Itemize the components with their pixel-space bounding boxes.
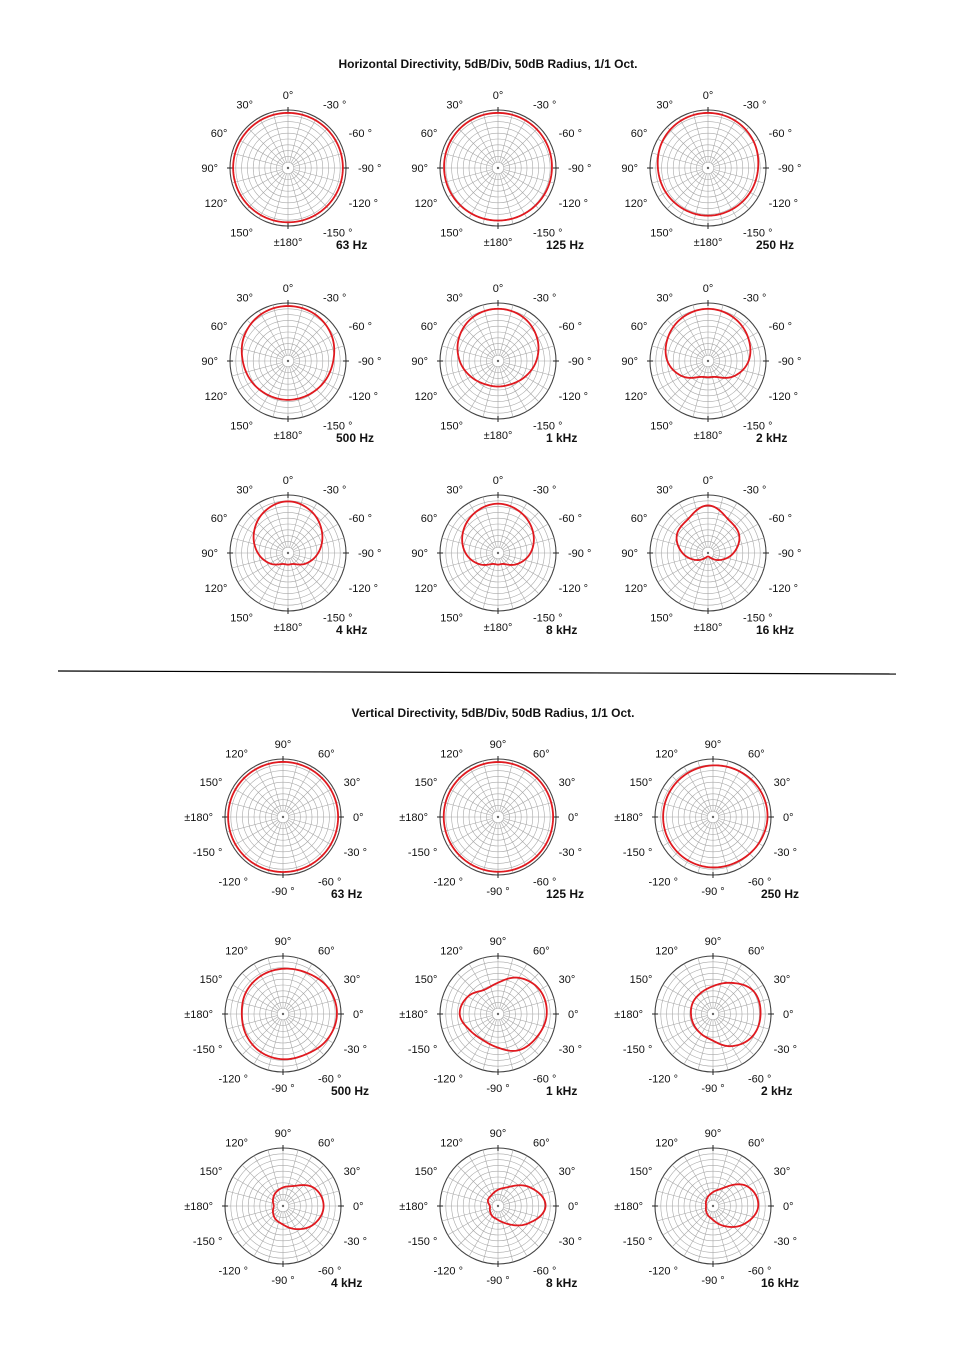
angle-tick-label: 90° (274, 1128, 292, 1140)
angle-tick-label: 0° (568, 1201, 579, 1213)
angle-tick-label: -120 ° (218, 1265, 248, 1278)
frequency-label: 8 kHz (546, 623, 578, 637)
angle-tick-label: 60° (533, 945, 550, 958)
angle-tick-label: ±180° (184, 1009, 213, 1021)
angle-tick-label: -120 ° (558, 583, 589, 595)
vertical-polar-8-khz (399, 1128, 582, 1290)
angle-tick-label: 60° (748, 748, 765, 761)
angle-tick-label: 60° (630, 128, 648, 140)
center-dot (287, 552, 289, 554)
frequency-label: 16 kHz (761, 1276, 800, 1290)
angle-tick-label: 150° (199, 1166, 223, 1178)
angle-tick-label: 120° (414, 198, 438, 210)
angle-tick-label: -150 ° (533, 420, 563, 433)
angle-tick-label: 120° (624, 198, 648, 210)
angle-tick-label: -120 ° (348, 391, 379, 403)
angle-tick-label: -90 ° (486, 1275, 510, 1287)
angle-tick-label: 150° (230, 227, 253, 240)
angle-tick-label: 150° (629, 974, 653, 986)
angle-tick-label: -30 ° (323, 99, 347, 112)
angle-tick-label: 0° (282, 283, 294, 295)
angle-tick-label: -150 ° (533, 227, 563, 240)
angle-tick-label: 0° (568, 1009, 579, 1021)
angle-tick-label: 30° (558, 974, 576, 986)
angle-tick-label: -150 ° (192, 1044, 223, 1056)
horizontal-polar-4-khz (201, 475, 381, 637)
angle-tick-label: 120° (225, 1137, 248, 1150)
center-dot (707, 360, 709, 362)
polar-plots (184, 90, 801, 1290)
angle-tick-label: 90° (411, 548, 428, 560)
angle-tick-label: 120° (225, 945, 248, 958)
center-dot (712, 1013, 714, 1015)
angle-tick-label: -90 ° (271, 1275, 295, 1287)
angle-tick-label: -150 ° (622, 1044, 653, 1056)
angle-tick-label: -60 ° (558, 513, 582, 525)
angle-tick-label: 150° (199, 974, 223, 986)
horizontal-polar-500-hz (201, 283, 381, 445)
angle-tick-label: ±180° (273, 430, 303, 442)
angle-tick-label: 90° (704, 936, 722, 948)
angle-tick-label: -120 ° (348, 198, 379, 210)
angle-tick-label: -30 ° (743, 484, 767, 497)
angle-tick-label: 30° (343, 1166, 361, 1178)
angle-tick-label: 120° (655, 1137, 678, 1150)
angle-tick-label: -150 ° (323, 420, 353, 433)
angle-tick-label: -60 ° (748, 876, 772, 889)
center-dot (712, 816, 714, 818)
angle-tick-label: -30 ° (323, 292, 347, 305)
angle-tick-label: 120° (204, 391, 228, 403)
angle-tick-label: -90 ° (778, 548, 802, 560)
angle-tick-label: -120 ° (433, 1265, 463, 1278)
angle-tick-label: -30 ° (743, 99, 767, 112)
angle-tick-label: 60° (420, 128, 438, 140)
center-dot (497, 1205, 499, 1207)
center-dot (282, 1205, 284, 1207)
frequency-label: 4 kHz (331, 1276, 363, 1290)
angle-tick-label: -90 ° (778, 163, 802, 175)
horizontal-polar-1-khz (411, 283, 591, 445)
angle-tick-label: 30° (446, 484, 463, 497)
angle-tick-label: -90 ° (486, 886, 510, 898)
angle-tick-label: ±180° (614, 1201, 643, 1213)
angle-tick-label: ±180° (184, 1201, 213, 1213)
angle-tick-label: ±180° (693, 430, 723, 442)
vertical-polar-2-khz (614, 936, 797, 1098)
center-dot (707, 167, 709, 169)
angle-tick-label: 60° (318, 945, 335, 958)
angle-tick-label: -90 ° (701, 886, 725, 898)
angle-tick-label: 30° (236, 99, 253, 112)
angle-tick-label: 30° (343, 974, 361, 986)
angle-tick-label: -60 ° (348, 128, 372, 140)
angle-tick-label: -60 ° (533, 1265, 557, 1278)
frequency-label: 63 Hz (336, 238, 368, 252)
angle-tick-label: 90° (201, 163, 218, 175)
angle-tick-label: -150 ° (622, 1236, 653, 1248)
angle-tick-label: 90° (621, 163, 638, 175)
angle-tick-label: 150° (414, 974, 438, 986)
frequency-label: 8 kHz (546, 1276, 578, 1290)
angle-tick-label: 30° (236, 292, 253, 305)
angle-tick-label: 120° (624, 391, 648, 403)
angle-tick-label: 0° (282, 475, 294, 487)
angle-tick-label: 150° (629, 1166, 653, 1178)
angle-tick-label: -60 ° (768, 128, 792, 140)
angle-tick-label: -120 ° (768, 583, 799, 595)
center-dot (282, 816, 284, 818)
vertical-polar-500-hz (184, 936, 369, 1098)
center-dot (287, 360, 289, 362)
angle-tick-label: -30 ° (533, 99, 557, 112)
angle-tick-label: 120° (204, 198, 228, 210)
angle-tick-label: -60 ° (558, 321, 582, 333)
angle-tick-label: 120° (225, 748, 248, 761)
angle-tick-label: -120 ° (558, 198, 589, 210)
angle-tick-label: 90° (201, 356, 218, 368)
angle-tick-label: 90° (621, 356, 638, 368)
angle-tick-label: -60 ° (558, 128, 582, 140)
angle-tick-label: -90 ° (486, 1083, 510, 1095)
vertical-polar-4-khz (184, 1128, 367, 1290)
frequency-label: 250 Hz (756, 238, 795, 252)
angle-tick-label: 30° (773, 777, 791, 789)
angle-tick-label: 60° (533, 1137, 550, 1150)
angle-tick-label: -150 ° (323, 227, 353, 240)
angle-tick-label: 150° (629, 777, 653, 789)
angle-tick-label: 90° (704, 1128, 722, 1140)
directivity-curve (273, 1185, 324, 1229)
angle-tick-label: -30 ° (343, 1236, 367, 1248)
angle-tick-label: 120° (655, 945, 678, 958)
angle-tick-label: -120 ° (433, 1073, 463, 1086)
angle-tick-label: -30 ° (743, 292, 767, 305)
angle-tick-label: 0° (783, 1009, 794, 1021)
angle-tick-label: -150 ° (407, 1236, 438, 1248)
vertical-directivity-title: Vertical Directivity, 5dB/Div, 50dB Radius, 1/1 Oct. (351, 706, 635, 720)
vertical-polar-125-hz (399, 739, 584, 901)
vertical-polar-250-hz (614, 739, 799, 901)
angle-tick-label: -60 ° (318, 1265, 342, 1278)
horizontal-polar-63-hz (201, 90, 381, 252)
angle-tick-label: 120° (414, 391, 438, 403)
angle-tick-label: -150 ° (192, 1236, 223, 1248)
angle-tick-label: ±180° (614, 1009, 643, 1021)
angle-tick-label: 60° (748, 1137, 765, 1150)
angle-tick-label: -90 ° (271, 886, 295, 898)
angle-tick-label: ±180° (693, 237, 723, 249)
frequency-label: 125 Hz (546, 887, 585, 901)
angle-tick-label: -60 ° (768, 513, 792, 525)
angle-tick-label: -90 ° (701, 1275, 725, 1287)
horizontal-polar-2-khz (621, 283, 801, 445)
center-dot (497, 360, 499, 362)
angle-tick-label: 0° (702, 283, 714, 295)
angle-tick-label: 0° (568, 812, 579, 824)
angle-tick-label: -120 ° (648, 1265, 678, 1278)
angle-tick-label: 150° (440, 420, 463, 433)
center-dot (497, 552, 499, 554)
angle-tick-label: 90° (489, 1128, 507, 1140)
angle-tick-label: -30 ° (533, 484, 557, 497)
horizontal-polar-16-khz (621, 475, 801, 637)
angle-tick-label: 30° (773, 974, 791, 986)
angle-tick-label: 150° (650, 612, 673, 625)
angle-tick-label: 0° (353, 1201, 364, 1213)
angle-tick-label: -150 ° (622, 847, 653, 859)
angle-tick-label: 90° (411, 163, 428, 175)
angle-tick-label: 60° (210, 321, 228, 333)
angle-tick-label: 0° (282, 90, 294, 102)
angle-tick-label: -150 ° (743, 420, 773, 433)
frequency-label: 63 Hz (331, 887, 363, 901)
frequency-label: 500 Hz (336, 431, 375, 445)
angle-tick-label: 120° (440, 945, 463, 958)
angle-tick-label: -120 ° (648, 876, 678, 889)
angle-tick-label: -120 ° (768, 391, 799, 403)
angle-tick-label: 90° (489, 936, 507, 948)
angle-tick-label: ±180° (483, 237, 513, 249)
angle-tick-label: 30° (656, 484, 673, 497)
angle-tick-label: -120 ° (558, 391, 589, 403)
angle-tick-label: 30° (656, 292, 673, 305)
angle-tick-label: 60° (630, 513, 648, 525)
horizontal-polar-250-hz (621, 90, 801, 252)
angle-tick-label: 60° (748, 945, 765, 958)
angle-tick-label: 30° (446, 292, 463, 305)
center-dot (282, 1013, 284, 1015)
horizontal-directivity-title: Horizontal Directivity, 5dB/Div, 50dB Radius, 1/1 Oct. (338, 57, 638, 71)
angle-tick-label: -60 ° (348, 321, 372, 333)
angle-tick-label: -150 ° (192, 847, 223, 859)
angle-tick-label: -90 ° (568, 163, 592, 175)
angle-tick-label: 0° (783, 812, 794, 824)
center-dot (497, 167, 499, 169)
angle-tick-label: 60° (210, 513, 228, 525)
angle-tick-label: -120 ° (218, 876, 248, 889)
angle-tick-label: -60 ° (318, 1073, 342, 1086)
center-dot (712, 1205, 714, 1207)
center-dot (497, 816, 499, 818)
angle-tick-label: 0° (492, 283, 504, 295)
angle-tick-label: -60 ° (533, 876, 557, 889)
angle-tick-label: 150° (650, 227, 673, 240)
angle-tick-label: -90 ° (358, 356, 382, 368)
center-dot (497, 1013, 499, 1015)
angle-tick-label: -150 ° (533, 612, 563, 625)
angle-tick-label: -90 ° (271, 1083, 295, 1095)
frequency-label: 16 kHz (756, 623, 795, 637)
angle-tick-label: -60 ° (318, 876, 342, 889)
angle-tick-label: 0° (492, 475, 504, 487)
angle-tick-label: 30° (656, 99, 673, 112)
angle-tick-label: -150 ° (323, 612, 353, 625)
angle-tick-label: 0° (353, 812, 364, 824)
angle-tick-label: 90° (621, 548, 638, 560)
angle-tick-label: 150° (199, 777, 223, 789)
angle-tick-label: -30 ° (533, 292, 557, 305)
angle-tick-label: 120° (440, 1137, 463, 1150)
angle-tick-label: 60° (318, 1137, 335, 1150)
angle-tick-label: 90° (489, 739, 507, 751)
angle-tick-label: 150° (440, 612, 463, 625)
angle-tick-label: ±180° (273, 622, 303, 634)
center-dot (707, 552, 709, 554)
frequency-label: 1 kHz (546, 1084, 578, 1098)
angle-tick-label: 30° (558, 777, 576, 789)
angle-tick-label: 150° (230, 420, 253, 433)
angle-tick-label: -90 ° (568, 356, 592, 368)
angle-tick-label: -90 ° (358, 548, 382, 560)
angle-tick-label: 150° (440, 227, 463, 240)
frequency-label: 125 Hz (546, 238, 585, 252)
angle-tick-label: 120° (655, 748, 678, 761)
angle-tick-label: 90° (411, 356, 428, 368)
angle-tick-label: 90° (201, 548, 218, 560)
angle-tick-label: -60 ° (748, 1073, 772, 1086)
angle-tick-label: -30 ° (343, 1044, 367, 1056)
angle-tick-label: -90 ° (778, 356, 802, 368)
vertical-polar-16-khz (614, 1128, 799, 1290)
horizontal-polar-8-khz (411, 475, 591, 637)
angle-tick-label: -60 ° (348, 513, 372, 525)
angle-tick-label: 60° (420, 321, 438, 333)
angle-tick-label: -120 ° (348, 583, 379, 595)
vertical-polar-63-hz (184, 739, 367, 901)
angle-tick-label: 60° (630, 321, 648, 333)
angle-tick-label: 120° (440, 748, 463, 761)
angle-tick-label: ±180° (399, 1009, 428, 1021)
directivity-curve (663, 765, 767, 867)
angle-tick-label: 150° (650, 420, 673, 433)
angle-tick-label: -150 ° (407, 1044, 438, 1056)
frequency-label: 1 kHz (546, 431, 578, 445)
angle-tick-label: ±180° (614, 812, 643, 824)
frequency-label: 250 Hz (761, 887, 800, 901)
angle-tick-label: -30 ° (773, 847, 797, 859)
angle-tick-label: 150° (230, 612, 253, 625)
frequency-label: 2 kHz (756, 431, 788, 445)
angle-tick-label: 30° (236, 484, 253, 497)
section-divider (58, 671, 896, 674)
angle-tick-label: -120 ° (768, 198, 799, 210)
angle-tick-label: 30° (558, 1166, 576, 1178)
angle-tick-label: 30° (343, 777, 361, 789)
angle-tick-label: -60 ° (533, 1073, 557, 1086)
angle-tick-label: -120 ° (433, 876, 463, 889)
angle-tick-label: -90 ° (358, 163, 382, 175)
angle-tick-label: 0° (492, 90, 504, 102)
vertical-polar-1-khz (399, 936, 582, 1098)
angle-tick-label: 120° (624, 583, 648, 595)
center-dot (287, 167, 289, 169)
angle-tick-label: -60 ° (748, 1265, 772, 1278)
angle-tick-label: -90 ° (568, 548, 592, 560)
angle-tick-label: 60° (420, 513, 438, 525)
frequency-label: 500 Hz (331, 1084, 370, 1098)
frequency-label: 4 kHz (336, 623, 368, 637)
angle-tick-label: 0° (353, 1009, 364, 1021)
angle-tick-label: 150° (414, 777, 438, 789)
angle-tick-label: -150 ° (743, 227, 773, 240)
angle-tick-label: 90° (274, 936, 292, 948)
horizontal-polar-125-hz (411, 90, 591, 252)
angle-tick-label: ±180° (399, 812, 428, 824)
angle-tick-label: -30 ° (323, 484, 347, 497)
angle-tick-label: -150 ° (743, 612, 773, 625)
angle-tick-label: -30 ° (558, 1236, 582, 1248)
angle-tick-label: -30 ° (558, 847, 582, 859)
angle-tick-label: -120 ° (648, 1073, 678, 1086)
angle-tick-label: 30° (446, 99, 463, 112)
angle-tick-label: -120 ° (218, 1073, 248, 1086)
angle-tick-label: -90 ° (701, 1083, 725, 1095)
angle-tick-label: 60° (318, 748, 335, 761)
angle-tick-label: 120° (204, 583, 228, 595)
angle-tick-label: 120° (414, 583, 438, 595)
angle-tick-label: 150° (414, 1166, 438, 1178)
angle-tick-label: 0° (702, 475, 714, 487)
angle-tick-label: ±180° (399, 1201, 428, 1213)
angle-tick-label: 0° (783, 1201, 794, 1213)
angle-tick-label: ±180° (273, 237, 303, 249)
angle-tick-label: -30 ° (773, 1044, 797, 1056)
angle-tick-label: -30 ° (343, 847, 367, 859)
angle-tick-label: ±180° (184, 812, 213, 824)
angle-tick-label: 60° (210, 128, 228, 140)
angle-tick-label: 90° (274, 739, 292, 751)
frequency-label: 2 kHz (761, 1084, 793, 1098)
angle-tick-label: ±180° (483, 430, 513, 442)
angle-tick-label: 60° (533, 748, 550, 761)
angle-tick-label: 0° (702, 90, 714, 102)
angle-tick-label: ±180° (483, 622, 513, 634)
angle-tick-label: 30° (773, 1166, 791, 1178)
angle-tick-label: ±180° (693, 622, 723, 634)
angle-tick-label: -60 ° (768, 321, 792, 333)
angle-tick-label: -150 ° (407, 847, 438, 859)
angle-tick-label: -30 ° (773, 1236, 797, 1248)
angle-tick-label: 90° (704, 739, 722, 751)
angle-tick-label: -30 ° (558, 1044, 582, 1056)
